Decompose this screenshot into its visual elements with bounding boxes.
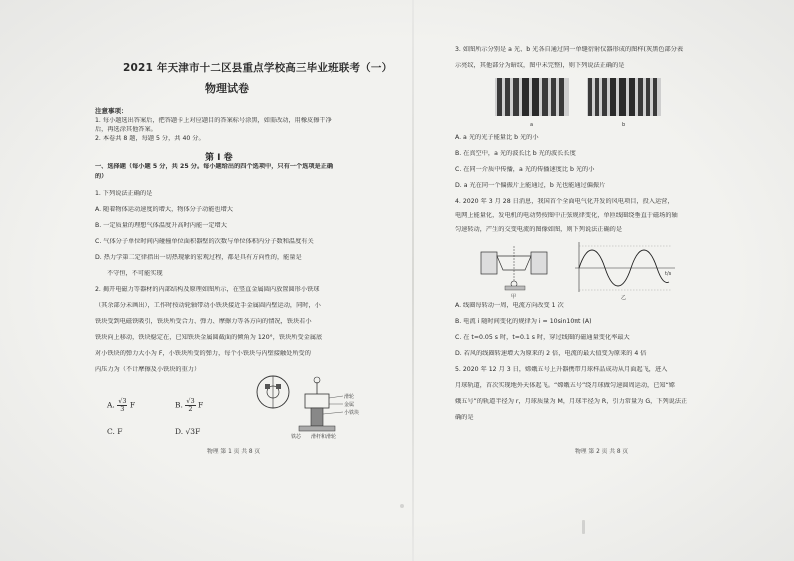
question-3-option-d: D. a 光在同一个偏振片上能通过，b 光也能通过偏振片 (455, 182, 606, 189)
note-line: 2. 本卷共 8 题，每题 5 分，共 40 分。 (95, 135, 205, 142)
exam-page-1 (95, 0, 395, 561)
option-b-numerator: √3 (186, 397, 195, 405)
question-4-option-c: C. 在 t=0.05 s 时，t=0.1 s 时，穿过线圈的磁通量变化率最大 (455, 334, 630, 341)
question-1-option-b: B. 一定质量的理想气体温度升高时内能一定增大 (95, 222, 227, 229)
question-1-stem: 1. 下列说法正确的是 (95, 190, 153, 197)
pattern-a (495, 78, 569, 116)
figure-label: 甲 (511, 294, 517, 300)
figure-label: 滑轮 (344, 394, 355, 400)
option-a-numerator: √3 (118, 397, 127, 405)
notes-heading: 注意事项： (95, 107, 128, 115)
question-2-option-d: D. √3F (175, 427, 201, 436)
section-heading: 第 I 卷 (205, 153, 233, 163)
question-3-option-a: A. a 光的光子能量比 b 光的小 (455, 134, 539, 141)
question-5-line: 5. 2020 年 12 月 3 日，嫦娥五号上升器携带月球样品成功从月面起飞，进入 (455, 366, 668, 373)
question-2-option-a (107, 398, 135, 413)
question-2-line: 2. 揭开电磁力等器材的内部结构及原理如图所示，在竖直金属圆内放置圆形小铁球 (95, 286, 320, 293)
question-5-line: 娥五号”的轨道半径为 r，月球质量为 M，月球半径为 R，引力常量为 G，下列说法正 (455, 398, 688, 405)
exam-page-2 (455, 0, 755, 561)
figure-label: a (530, 122, 534, 128)
question-3-line: 3. 如图所示分别是 a 光、b 光各自通过同一单缝衍射仪器形成的图样(灰黑色部分表 (455, 46, 684, 53)
question-5-line: 确的是 (455, 414, 474, 421)
question-2-line: （其余部分未画出），工作时按动轮轴带动小铁块接近手金属圆内壁运动，同时，小 (95, 302, 321, 309)
sine-waveform (575, 242, 675, 301)
question-4-line: 电网上能量化，发电机的电动势按图中正弦规律变化，单匝线圈绕垂直于磁场的轴 (455, 212, 678, 219)
question-2-figure (245, 372, 365, 442)
question-3-line: 示亮纹，其他部分为暗纹，图中未完整)，则下列说法正确的是 (455, 62, 625, 69)
figure-label: t/s (665, 271, 672, 277)
question-1-option-c: C. 气体分子单位时间内碰撞单位面积器壁的次数与单位体积内分子数和温度有关 (95, 238, 314, 245)
figure-label: 小铁块 (344, 410, 360, 416)
diffraction-patterns-figure (495, 78, 665, 130)
figure-label: 铁芯 (291, 434, 302, 440)
question-1-option-d-cont: 不守恒，不可能实现 (107, 270, 163, 277)
generator-and-waveform-figure (475, 238, 685, 300)
question-3-option-c: C. 在同一介质中传播，a 光的传播速度比 b 光的小 (455, 166, 595, 173)
generator-diagram (481, 246, 547, 300)
note-line: 后，再选涂其他答案。 (95, 126, 157, 133)
question-1-option-a: A. 随着物体运动速度的增大，物体分子动能也增大 (95, 206, 233, 213)
option-a-letter: A. (107, 400, 115, 410)
option-a-variable: F (129, 400, 136, 410)
page-footer: 物理 第 2 页 共 8 页 (575, 449, 629, 455)
exam-title: 2021 年天津市十二区县重点学校高三毕业班联考（一） (123, 62, 393, 74)
option-a-fraction (117, 398, 127, 413)
question-2-line: 内压力为（不计摩擦及小铁块的重力） (95, 366, 201, 373)
question-1-option-d: D. 热力学第二定律指出一切热现象的宏观过程，都是具有方向性的，能量是 (95, 254, 302, 261)
question-2-option-c: C. F (107, 427, 123, 436)
figure-label: 乙 (621, 295, 627, 301)
question-4-option-b: B. 电流 i 随时间变化的规律为 i = 10sin10πt (A) (455, 318, 592, 325)
option-b-fraction (185, 398, 195, 413)
option-b-variable: F (197, 400, 204, 410)
question-2-line: 铁块向上移动，铁块稳定在，已知铁块金属圆截面的倾角为 120°，铁块所受金属底 (95, 334, 323, 341)
scan-mark (582, 520, 585, 534)
question-2-option-b (175, 398, 203, 413)
section-intro: 一、选择题（每小题 5 分，共 25 分。每小题给出的四个选项中，只有一个选项是正确 (95, 163, 334, 170)
figure-label: b (622, 122, 626, 128)
question-2-line: 铁块受到电磁铁吸引，铁块所受合力、弹力、摩擦力等各方向的情况，铁块若小 (95, 318, 312, 325)
question-4-line: 4. 2020 年 3 月 28 日消息，我国首个全面电气化开发的风电项目，投入运营， (455, 198, 674, 205)
scan-mark (400, 504, 404, 508)
option-b-letter: B. (175, 400, 183, 410)
option-a-denominator: 3 (120, 405, 125, 413)
section-intro: 的） (95, 173, 108, 180)
figure-label: 金属 (344, 402, 355, 408)
question-5-line: 月球轨道，首次实现地外天体起飞。“嫦娥五号”绕月球做匀速圆周运动，已知“嫦 (455, 382, 675, 389)
page-footer: 物理 第 1 页 共 8 页 (207, 449, 261, 455)
question-3-option-b: B. 在真空中，a 光的波长比 b 光的波长长度 (455, 150, 576, 157)
question-4-option-d: D. 若风的线圈转速增大为原来的 2 倍，电流的最大值变为原来的 4 倍 (455, 350, 647, 357)
question-4-line: 匀速转动，产生的交变电流的图像如图，则下列说法正确的是 (455, 226, 623, 233)
question-4-option-a: A. 线圈每转动一周，电流方向改变 1 次 (455, 302, 564, 309)
page-fold (412, 0, 414, 561)
exam-subtitle: 物理试卷 (205, 82, 249, 95)
question-2-line: 对小铁块的弹力大小为 F，小铁块所受的弹力，每个小铁块与内壁接触处所受的 (95, 350, 311, 357)
figure-label: 滑杆和滑轮 (311, 434, 337, 440)
pattern-b (587, 78, 661, 116)
option-b-denominator: 2 (188, 405, 193, 413)
note-line: 1. 每小题选出答案后，把答题卡上对应题目的答案标号涂黑，如需改动，用橡皮擦干净 (95, 117, 332, 124)
